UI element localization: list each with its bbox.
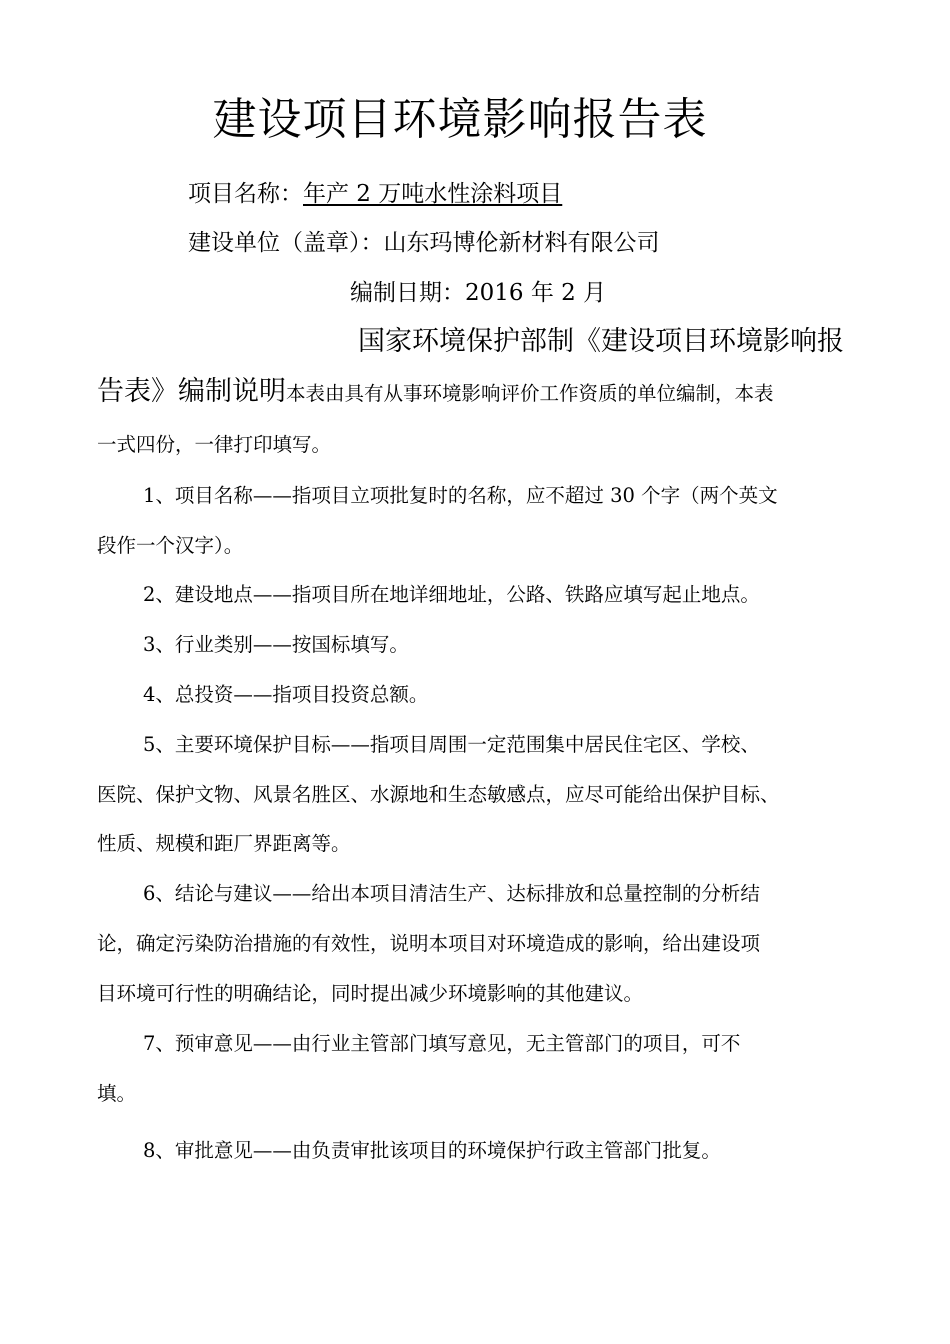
compile-date-label: 编制日期： xyxy=(350,280,465,306)
item-1-line-2: 段作一个汉字）。 xyxy=(97,534,244,557)
compile-date-line xyxy=(350,277,606,309)
item-4-line-1: 4、总投资——指项目投资总额。 xyxy=(143,683,429,706)
compile-date-value: 2016 年 2 月 xyxy=(465,280,607,306)
project-name-line xyxy=(188,178,562,210)
construction-unit-label: 建设单位（盖章）： xyxy=(188,230,384,256)
item-6-line-2: 论，确定污染防治措施的有效性，说明本项目对环境造成的影响，给出建设项 xyxy=(97,932,761,955)
item-2-line-1: 2、建设地点——指项目所在地详细地址，公路、铁路应填写起止地点。 xyxy=(143,583,760,606)
item-6-line-1: 6、结论与建议——给出本项目清洁生产、达标排放和总量控制的分析结 xyxy=(143,882,760,905)
item-1-line-1: 1、项目名称——指项目立项批复时的名称，应不超过 30 个字（两个英文 xyxy=(143,484,778,507)
item-6-line-3: 目环境可行性的明确结论，同时提出减少环境影响的其他建议。 xyxy=(97,982,644,1005)
document-title: 建设项目环境影响报告表 xyxy=(212,94,708,145)
item-7-line-2: 填。 xyxy=(97,1082,137,1105)
construction-unit-line xyxy=(188,227,660,259)
item-8-line-1: 8、审批意见——由负责审批该项目的环境保护行政主管部门批复。 xyxy=(143,1139,721,1162)
instructions-heading-line2: 告表》编制说明 xyxy=(97,376,286,407)
item-3-line-1: 3、行业类别——按国标填写。 xyxy=(143,633,409,656)
item-7-line-1: 7、预审意见——由行业主管部门填写意见，无主管部门的项目，可不 xyxy=(143,1032,741,1055)
item-5-line-3: 性质、规模和距厂界距离等。 xyxy=(97,832,351,855)
item-5-line-2: 医院、保护文物、风景名胜区、水源地和生态敏感点，应尽可能给出保护目标、 xyxy=(97,783,780,806)
instructions-heading-line1: 国家环境保护部制《建设项目环境影响报 xyxy=(358,326,844,357)
instructions-text-line2: 一式四份，一律打印填写。 xyxy=(97,433,332,456)
instructions-heading-line2-wrapper xyxy=(97,374,774,412)
project-name-value: 年产 2 万吨水性涂料项目 xyxy=(303,181,563,207)
instructions-text-line1: 本表由具有从事环境影响评价工作资质的单位编制，本表 xyxy=(286,382,774,405)
project-name-label: 项目名称： xyxy=(188,181,303,207)
item-5-line-1: 5、主要环境保护目标——指项目周围一定范围集中居民住宅区、学校、 xyxy=(143,733,760,756)
construction-unit-value: 山东玛博伦新材料有限公司 xyxy=(383,230,660,256)
